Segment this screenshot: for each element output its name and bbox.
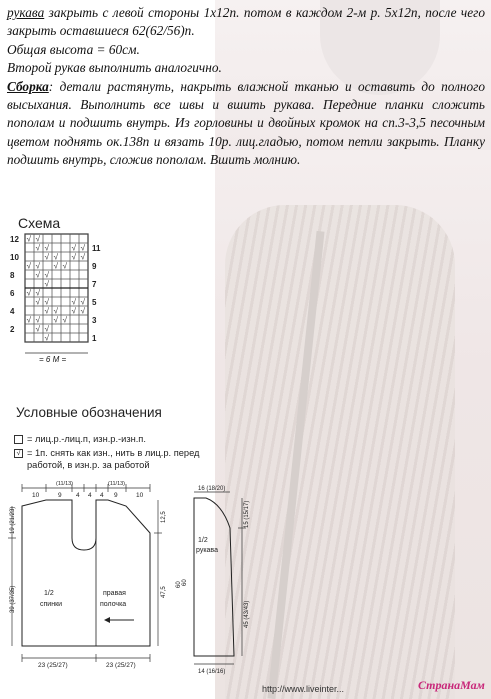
assembly-text: : детали растянуть, накрыть влажной тканью и оставить до полного высыхания. Выполнить все швы и вшить рукава. Передние планки сложить пополам и подшить внутрь. Из горловины и двойных кромок на сп.3-3,5 песочным цветом поднять ок.138п и вязать 10р. лиц.гладью, потом петли закрыть. Планку подшить внутрь, сложив пополам. Вшить молнию.: [7, 78, 485, 168]
top-dim-6: 9: [114, 492, 118, 499]
sleeve-side-dim: 60: [182, 579, 188, 586]
sleeve-label-2: рукава: [196, 547, 218, 554]
check-mark: √: [53, 315, 58, 325]
check-mark: √: [35, 261, 40, 271]
row-number-left: 6: [10, 289, 15, 298]
check-mark: √: [71, 243, 76, 253]
empty-cell-icon: [14, 435, 23, 444]
check-mark: √: [71, 252, 76, 262]
check-mark: √: [44, 270, 49, 280]
row-number-right: 11: [92, 244, 101, 253]
check-mark: √: [44, 333, 49, 343]
check-mark: √: [35, 243, 40, 253]
height-label: 60: [176, 581, 182, 588]
legend-item-slip-text-2: работой, в изн.р. за работой: [27, 460, 150, 470]
row-number-left: 2: [10, 325, 15, 334]
check-mark: √: [35, 234, 40, 244]
scheme-title: Схема: [18, 215, 61, 231]
sleeve-instruction: закрыть с левой стороны 1х12п. потом в каждом 2-м р. 5х12п, после чего закрыть оставшиеся 62(62/56)п.: [7, 5, 485, 39]
check-cell-icon: √: [14, 449, 23, 458]
check-mark: √: [80, 306, 85, 316]
row-number-left: 8: [10, 271, 15, 280]
sleeve-label-1: 1/2: [198, 537, 208, 544]
sleeve-right-dim-2: 45 (43/43): [244, 600, 250, 628]
legend-item-slip-text-1: = 1п. снять как изн., нить в лиц.р. перед: [27, 448, 200, 458]
legend-item-knit: [14, 433, 146, 445]
sleeve-word: рукава: [7, 5, 45, 20]
row-number-left: 12: [10, 235, 19, 244]
assembly-label: Сборка: [7, 78, 49, 94]
arrow-left-icon: [104, 617, 110, 623]
body-outline: [22, 500, 150, 646]
check-mark: √: [26, 315, 31, 325]
back-label-1: 1/2: [44, 590, 54, 597]
top-neck-label-2: (11/13): [108, 481, 126, 487]
front-label-1: правая: [103, 590, 126, 597]
instructions-text: [7, 4, 485, 170]
check-mark: √: [62, 261, 67, 271]
second-sleeve-note: Второй рукав выполнить аналогично.: [7, 60, 222, 76]
left-dim-2: 39 (37/35): [10, 585, 16, 613]
check-mark: √: [26, 261, 31, 271]
top-dim-5: 4: [100, 492, 104, 499]
check-mark: √: [35, 324, 40, 334]
row-number-right: 7: [92, 280, 97, 289]
sleeve-right-dim-1: 15 (15/17): [244, 500, 250, 528]
legend-item-slip: [14, 447, 199, 471]
check-mark: √: [35, 270, 40, 280]
right-dim-1: 12,5: [161, 511, 167, 523]
check-mark: √: [44, 306, 49, 316]
front-label-2: полочка: [100, 601, 127, 608]
sleeve-diagram: [178, 478, 258, 678]
check-mark: √: [44, 243, 49, 253]
bottom-dim-2: 23 (25/27): [106, 662, 136, 669]
check-mark: √: [80, 252, 85, 262]
top-dim-1: 10: [32, 492, 40, 499]
check-mark: √: [71, 297, 76, 307]
check-mark: √: [80, 297, 85, 307]
right-dim-2: 47,5: [161, 586, 167, 598]
top-dim-4: 4: [88, 492, 92, 499]
legend-title: Условные обозначения: [16, 405, 162, 420]
back-label-2: спинки: [40, 601, 63, 608]
check-mark: √: [44, 252, 49, 262]
top-neck-label: (11/13): [56, 481, 74, 487]
check-mark: √: [26, 288, 31, 298]
top-dim-3: 4: [76, 492, 80, 499]
check-mark: √: [53, 252, 58, 262]
stitch-chart: [8, 230, 118, 395]
check-mark: √: [53, 261, 58, 271]
check-mark: √: [44, 324, 49, 334]
row-number-left: 4: [10, 307, 15, 316]
left-dim-1: 19 (21/23): [10, 506, 16, 534]
sleeve-bottom-dim: 14 (16/16): [198, 669, 226, 675]
sleeve-top-dim: 16 (18/20): [198, 486, 226, 492]
instructions-paragraph-1: [7, 4, 485, 41]
brand-watermark: СтранаМам: [418, 678, 485, 692]
source-url: http://www.liveinter...: [262, 684, 345, 694]
check-mark: √: [53, 306, 58, 316]
row-number-right: 3: [92, 316, 97, 325]
sleeve-outline: [194, 498, 234, 656]
row-number-left: 10: [10, 253, 19, 262]
check-mark: √: [35, 315, 40, 325]
check-mark: √: [62, 315, 67, 325]
row-number-right: 9: [92, 262, 97, 271]
legend-item-knit-text: = лиц.р.-лиц.п, изн.р.-изн.п.: [27, 434, 146, 444]
total-height: Общая высота = 60см.: [7, 41, 140, 57]
check-mark: √: [26, 234, 31, 244]
check-mark: √: [80, 243, 85, 253]
check-mark: √: [35, 288, 40, 298]
check-mark: √: [35, 297, 40, 307]
check-mark: √: [44, 297, 49, 307]
check-mark: √: [71, 306, 76, 316]
top-dim-2: 9: [58, 492, 62, 499]
row-number-right: 1: [92, 334, 97, 343]
bottom-dim-1: 23 (25/27): [38, 662, 68, 669]
row-number-right: 5: [92, 298, 97, 307]
repeat-label: = 6 М =: [39, 355, 67, 364]
check-mark: √: [44, 279, 49, 289]
stitch-chart-svg: [8, 230, 118, 390]
assembly-paragraph: [7, 78, 485, 170]
top-dim-7: 10: [136, 492, 144, 499]
